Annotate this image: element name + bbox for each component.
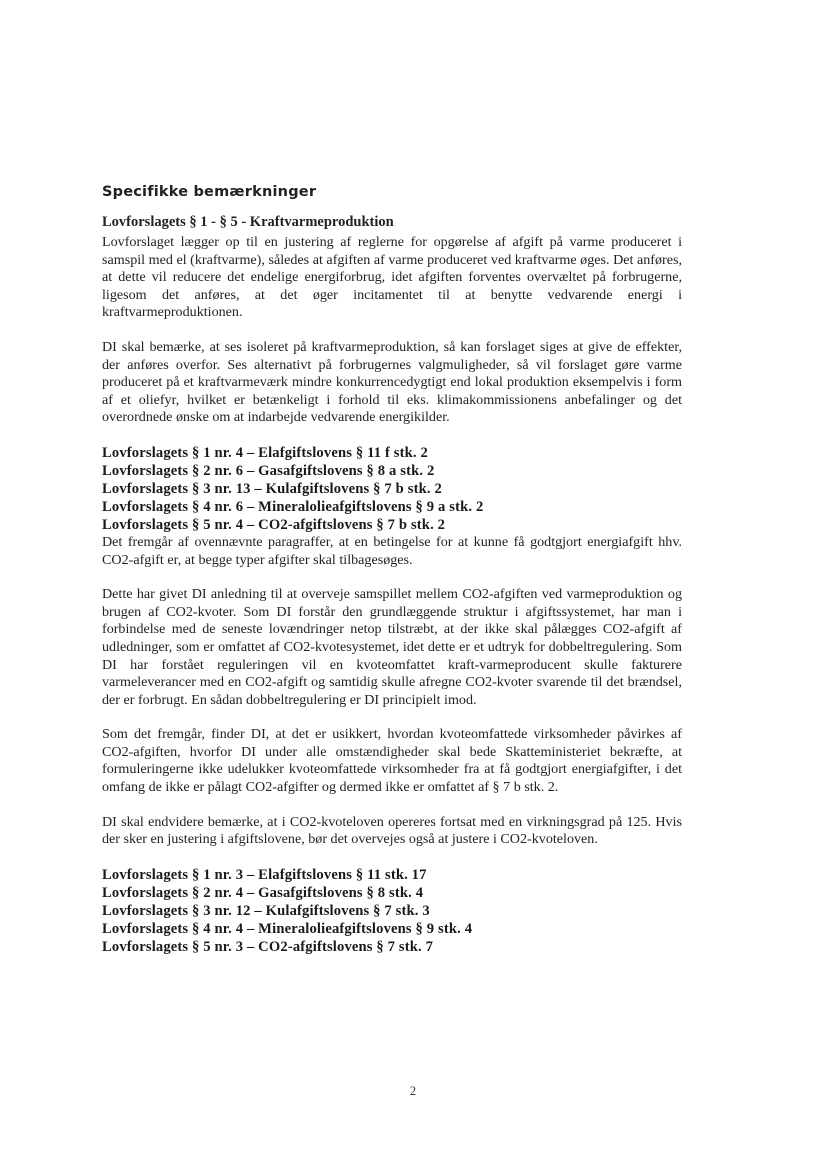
law-reference-line: Lovforslagets § 5 nr. 4 – CO2-afgiftslovens § 7 b stk. 2 — [102, 516, 446, 533]
paragraph-6: DI skal endvidere bemærke, at i CO2-kvoteloven opereres fortsat med en virkningsgrad på 125. Hvis der sker en justering i afgiftslovene, bør det overvejes også at justere i CO2-kvoteloven. — [102, 813, 682, 848]
law-reference-block-2 — [102, 866, 682, 956]
page-number: 2 — [409, 1084, 417, 1098]
page-content — [102, 184, 682, 956]
law-reference-line: Lovforslagets § 3 nr. 13 – Kulafgiftslovens § 7 b stk. 2 — [102, 480, 442, 497]
law-reference-line: Lovforslagets § 1 nr. 3 – Elafgiftslovens § 11 stk. 17 — [102, 866, 427, 883]
paragraph-4: Dette har givet DI anledning til at overveje samspillet mellem CO2-afgiften ved varmeproduktion og brugen af CO2-kvoter. Som DI forstår den grundlæggende struktur i afgiftssystemet, har man i forbindelse med de seneste lovændringer netop tilstræbt, at der ikke skal pålægges CO2-afgift af udledninger, som er omfattet af CO2-kvotesystemet, idet dette er et udtryk for dobbeltregulering. Som DI har forstået reguleringen vil en kvoteomfattet kraft-varmeproducent skulle fakturere varmeleverancer med en CO2-afgift og samtidig skulle afregne CO2-kvoter svarende til det brændsel, der er forbrugt. En sådan dobbeltregulering er DI principielt imod. — [102, 586, 682, 708]
paragraph-5: Som det fremgår, finder DI, at det er usikkert, hvordan kvoteomfattede virksomheder påvirkes af CO2-afgiften, hvorfor DI under alle omstændigheder skal bede Skatteministeriet bekræfte, at formuleringerne ikke udelukker kvoteomfattede virksomheder fra at få godtgjort energiafgifter, i det omfang de ikke er pålagt CO2-afgifter og dermed ikke er omfattet af § 7 b stk. 2. — [102, 726, 682, 796]
paragraph-1: Lovforslaget lægger op til en justering af reglerne for opgørelse af afgift på varme produceret i samspil med el (kraftvarme), således at afgiften af varme produceret ved kraftvarme øges. Det anføres, at dette vil reducere det endelige energiforbrug, idet afgiften forventes overvæltet på forbrugerne, ligesom det anføres, at det øger incitamentet til at benytte vedvarende energi i kraftvarmeproduktionen. — [102, 234, 682, 321]
law-reference-block-1 — [102, 444, 682, 534]
law-reference-line: Lovforslagets § 3 nr. 12 – Kulafgiftslovens § 7 stk. 3 — [102, 902, 430, 919]
law-reference-line: Lovforslagets § 4 nr. 4 – Mineralolieafgiftslovens § 9 stk. 4 — [102, 920, 473, 937]
law-reference-line: Lovforslagets § 5 nr. 3 – CO2-afgiftslovens § 7 stk. 7 — [102, 938, 434, 955]
section-heading: Specifikke bemærkninger — [102, 184, 317, 200]
paragraph-2: DI skal bemærke, at ses isoleret på kraftvarmeproduktion, så kan forslaget siges at give de effekter, der anføres overfor. Ses alternativt på forbrugernes valgmuligheder, så vil forslaget gøre varme produceret på et kraftvarmeværk mindre konkurrencedygtigt end lokal produktion eksempelvis i form af et oliefyr, hvilket er betænkeligt i forhold til eks. klimakommissionens anbefalinger og det overordnede ønske om at indarbejde vedvarende energikilder. — [102, 338, 682, 426]
law-reference-line: Lovforslagets § 4 nr. 6 – Mineralolieafgiftslovens § 9 a stk. 2 — [102, 498, 484, 515]
law-reference-line: Lovforslagets § 2 nr. 6 – Gasafgiftslovens § 8 a stk. 2 — [102, 462, 435, 479]
law-reference-line: Lovforslagets § 1 nr. 4 – Elafgiftslovens § 11 f stk. 2 — [102, 444, 428, 461]
paragraph-3: Det fremgår af ovennævnte paragraffer, at en betingelse for at kunne få godtgjort energiafgift hhv. CO2-afgift er, at begge typer afgifter skal tilbagesøges. — [102, 533, 682, 568]
subheading: Lovforslagets § 1 - § 5 - Kraftvarmeproduktion — [102, 214, 394, 230]
law-reference-line: Lovforslagets § 2 nr. 4 – Gasafgiftslovens § 8 stk. 4 — [102, 884, 424, 901]
